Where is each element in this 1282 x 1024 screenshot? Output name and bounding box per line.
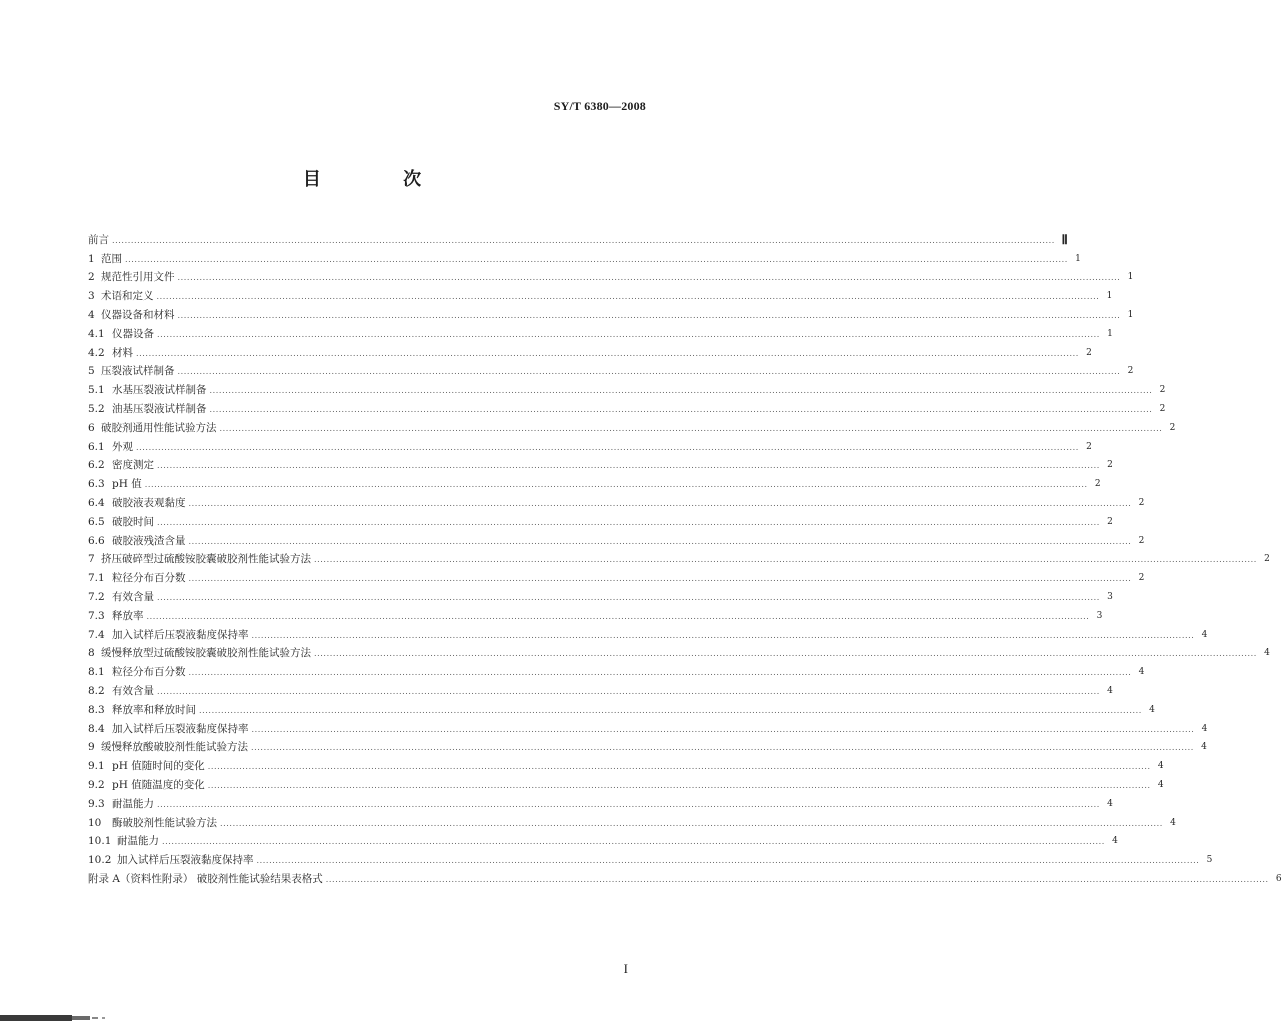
toc-entry-number: 5.1 [88,384,105,397]
toc-entry-label: 仪器设备 [112,327,154,340]
toc-entry [88,434,1092,453]
toc-entry [88,547,1270,566]
toc-entry-number: 3 [88,290,95,303]
toc-entry [88,565,1145,585]
toc-entry-number: 1 [88,252,95,265]
toc-entry-page: 4 [1112,836,1118,847]
dot-leader: ............................................................................................................................................................................................................................................................................................................ [162,837,1105,847]
toc-entry-page: 2 [1138,497,1145,508]
toc-entry-label: 破胶液表观黏度 [112,496,186,509]
toc-entry-page: 2 [1138,535,1145,546]
toc-entry-label: 酶破胶剂性能试验方法 [112,816,217,829]
toc-entry-page: 4 [1201,742,1207,753]
toc-entry-label: 缓慢释放酸破胶剂性能试验方法 [101,741,248,754]
dot-leader: ............................................................................................................................................................................................................................................................................................................ [188,498,1132,508]
toc-entry-number: 9.1 [88,760,105,773]
toc-entry-number: 6.6 [88,534,105,547]
toc-entry-label: 加入试样后压裂液黏度保持率 [112,628,249,641]
toc-entry-page: 2 [1138,573,1145,584]
toc-entry-number: 8.1 [88,666,105,679]
page-number: I [623,961,628,976]
toc-entry-label: 有效含量 [112,684,154,697]
dot-leader: ............................................................................................................................................................................................................................................................................................................ [325,874,1269,884]
toc-entry-label: 释放率 [112,609,144,622]
toc-entry [88,359,1134,378]
toc-entry-number: 8.4 [88,722,105,735]
toc-entry-label: pH 值 [112,478,142,491]
toc-entry-number: 7.3 [88,609,105,622]
toc-entry-label: pH 值随温度的变化 [112,778,205,791]
toc-entry-page: 2 [1159,385,1166,396]
table-of-contents [88,227,1282,885]
toc-entry-page: 5 [1206,855,1213,866]
toc-entry [88,829,1118,848]
dot-leader: ............................................................................................................................................................................................................................................................................................................ [177,310,1121,320]
dot-leader: ............................................................................................................................................................................................................................................................................................................ [209,404,1153,414]
toc-entry-number: 10.2 [88,854,112,867]
toc-entry-number: 9 [88,741,95,754]
toc-entry-page: 3 [1096,610,1103,621]
toc-entry-page: 2 [1086,441,1092,452]
toc-entry-number: 8 [88,647,95,660]
toc-entry-page: 1 [1106,291,1113,302]
toc-entry-page: 2 [1086,347,1092,358]
dot-leader: ............................................................................................................................................................................................................................................................................................................ [220,818,1163,828]
toc-entry-number: 7.2 [88,590,105,603]
toc-entry-page: 4 [1201,723,1208,734]
toc-entry [88,866,1282,885]
toc-entry [88,622,1208,641]
toc-entry-number: 8.2 [88,684,105,697]
toc-entry [88,246,1081,265]
toc-entry-page: 3 [1107,591,1113,602]
dot-leader: ............................................................................................................................................................................................................................................................................................................ [157,329,1100,339]
dot-leader: ............................................................................................................................................................................................................................................................................................................ [199,705,1142,715]
dot-leader: ............................................................................................................................................................................................................................................................................................................ [209,386,1153,396]
toc-entry-label: 油基压裂液试样制备 [112,402,207,415]
toc-entry [88,471,1101,491]
dot-leader: ............................................................................................................................................................................................................................................................................................................ [112,235,1055,245]
toc-entry-number: 6.5 [88,515,105,528]
toc-entry [88,847,1213,867]
dot-leader: ............................................................................................................................................................................................................................................................................................................ [188,536,1132,546]
toc-entry [88,377,1166,397]
toc-entry-number: 6 [88,421,95,434]
toc-entry [88,772,1164,791]
toc-entry-page: 4 [1138,667,1145,678]
toc-entry [88,283,1113,303]
toc-entry-label: 粒径分布百分数 [112,666,186,679]
toc-entry-label: 术语和定义 [101,290,154,303]
toc-entry [88,716,1208,735]
dot-leader: ............................................................................................................................................................................................................................................................................................................ [157,517,1100,527]
toc-entry-page: 2 [1159,403,1166,414]
toc-entry-number: 7 [88,553,95,566]
page-title: 目 次 [302,169,460,190]
toc-entry-label: 挤压破碎型过硫酸铵胶囊破胶剂性能试验方法 [101,553,311,566]
toc-entry-page: 4 [1107,798,1113,809]
toc-entry [88,641,1270,660]
toc-entry [88,584,1113,603]
dot-leader: ............................................................................................................................................................................................................................................................................................................ [157,461,1100,471]
toc-entry [88,791,1113,810]
toc-entry-label: 耐温能力 [117,835,159,848]
toc-entry-label: 材料 [112,346,133,359]
scan-artifact [0,1011,120,1024]
toc-entry-label: 密度测定 [112,459,154,472]
toc-entry [88,697,1155,716]
toc-entry-label: 有效含量 [112,590,154,603]
toc-entry-number: 10.1 [88,835,112,848]
toc-entry [88,753,1164,773]
dot-leader: ............................................................................................................................................................................................................................................................................................................ [136,348,1079,358]
toc-entry-page: 1 [1075,253,1081,264]
toc-entry-number: 6.4 [88,496,105,509]
dot-leader: ............................................................................................................................................................................................................................................................................................................ [157,799,1100,809]
toc-entry-number: 7.1 [88,572,105,585]
toc-entry [88,810,1176,829]
toc-entry [88,415,1176,434]
dot-leader: ............................................................................................................................................................................................................................................................................................................ [177,367,1121,377]
toc-entry [88,227,1068,247]
toc-entry-page: 1 [1127,272,1134,283]
toc-entry-label: 缓慢释放型过硫酸铵胶囊破胶剂性能试验方法 [101,647,311,660]
toc-entry-label: 外观 [112,440,133,453]
toc-entry-page: 2 [1094,479,1101,490]
toc-entry-page: 4 [1170,817,1176,828]
toc-entry-label: 水基压裂液试样制备 [112,384,207,397]
toc-entry-number: 5 [88,365,95,378]
toc-entry-number: 10 [88,816,102,829]
toc-entry-number: 9.3 [88,797,105,810]
toc-entry-label: 范围 [101,252,122,265]
toc-entry-label: 耐温能力 [112,797,154,810]
toc-entry [88,453,1113,472]
toc-entry-number: 4 [88,308,95,321]
dot-leader: ............................................................................................................................................................................................................................................................................................................ [251,630,1195,640]
toc-entry [88,509,1113,528]
dot-leader: ............................................................................................................................................................................................................................................................................................................ [251,724,1195,734]
dot-leader: ............................................................................................................................................................................................................................................................................................................ [146,611,1090,621]
toc-entry-number: 4.1 [88,327,105,340]
toc-entry [88,396,1166,415]
toc-entry-page: 6 [1275,873,1282,884]
toc-entry [88,678,1113,697]
toc-entry-number: 6.1 [88,440,105,453]
toc-entry-page: 4 [1157,779,1164,790]
dot-leader: ............................................................................................................................................................................................................................................................................................................ [136,442,1079,452]
toc-entry [88,603,1103,622]
toc-entry [88,265,1134,284]
toc-entry-page: 4 [1157,761,1164,772]
toc-entry-label: 压裂液试样制备 [101,365,175,378]
toc-entry-label: 加入试样后压裂液黏度保持率 [112,722,249,735]
dot-leader: ............................................................................................................................................................................................................................................................................................................ [219,423,1163,433]
dot-leader: ............................................................................................................................................................................................................................................................................................................ [125,254,1068,264]
dot-leader: ............................................................................................................................................................................................................................................................................................................ [177,273,1121,283]
toc-entry-number: 6.2 [88,459,105,472]
toc-entry-label: 前言 [88,233,109,246]
toc-entry-page: 2 [1107,516,1113,527]
toc-entry-label: 破胶时间 [112,515,154,528]
dot-leader: ............................................................................................................................................................................................................................................................................................................ [314,649,1257,659]
toc-entry [88,340,1092,359]
dot-leader: ............................................................................................................................................................................................................................................................................................................ [157,592,1100,602]
toc-entry-page: 4 [1149,704,1155,715]
toc-entry [88,735,1207,754]
toc-entry-page: 2 [1264,554,1270,565]
toc-entry-label: 附录 A（资料性附录） 破胶剂性能试验结果表格式 [88,872,323,885]
toc-entry [88,321,1113,340]
toc-entry-page: 1 [1127,309,1134,320]
dot-leader: ............................................................................................................................................................................................................................................................................................................ [188,668,1132,678]
toc-entry-page: 4 [1107,685,1113,696]
toc-entry-number: 7.4 [88,628,105,641]
toc-entry-label: 规范性引用文件 [101,271,175,284]
toc-entry [88,528,1145,547]
toc-entry-label: 粒径分布百分数 [112,572,186,585]
toc-entry-label: 破胶剂通用性能试验方法 [101,421,217,434]
dot-leader: ............................................................................................................................................................................................................................................................................................................ [144,480,1088,490]
dot-leader: ............................................................................................................................................................................................................................................................................................................ [207,780,1151,790]
toc-entry-page: 2 [1127,366,1134,377]
toc-entry [88,490,1145,509]
dot-leader: ............................................................................................................................................................................................................................................................................................................ [207,762,1151,772]
toc-entry-label: 释放率和释放时间 [112,703,196,716]
toc-entry-number: 8.3 [88,703,105,716]
toc-entry-number: 2 [88,271,95,284]
toc-entry-label: 仪器设备和材料 [101,308,175,321]
toc-entry-page: 1 [1107,328,1113,339]
toc-entry-number: 9.2 [88,778,105,791]
toc-entry [88,302,1134,321]
toc-entry-page: Ⅱ [1061,231,1068,247]
toc-entry-number: 4.2 [88,346,105,359]
toc-entry-label: 加入试样后压裂液黏度保持率 [117,854,254,867]
document-code: SY/T 6380—2008 [553,99,646,113]
toc-entry-page: 4 [1264,648,1270,659]
dot-leader: ............................................................................................................................................................................................................................................................................................................ [314,555,1257,565]
toc-entry-number: 6.3 [88,478,105,491]
toc-entry [88,659,1145,679]
dot-leader: ............................................................................................................................................................................................................................................................................................................ [251,743,1194,753]
toc-entry-number: 5.2 [88,402,105,415]
dot-leader: ............................................................................................................................................................................................................................................................................................................ [256,856,1200,866]
toc-entry-label: pH 值随时间的变化 [112,760,205,773]
toc-entry-label: 破胶液残渣含量 [112,534,186,547]
dot-leader: ............................................................................................................................................................................................................................................................................................................ [157,686,1100,696]
dot-leader: ............................................................................................................................................................................................................................................................................................................ [156,292,1100,302]
toc-entry-page: 2 [1107,460,1113,471]
toc-entry-page: 4 [1201,629,1208,640]
toc-entry-page: 2 [1169,422,1176,433]
dot-leader: ............................................................................................................................................................................................................................................................................................................ [188,574,1132,584]
